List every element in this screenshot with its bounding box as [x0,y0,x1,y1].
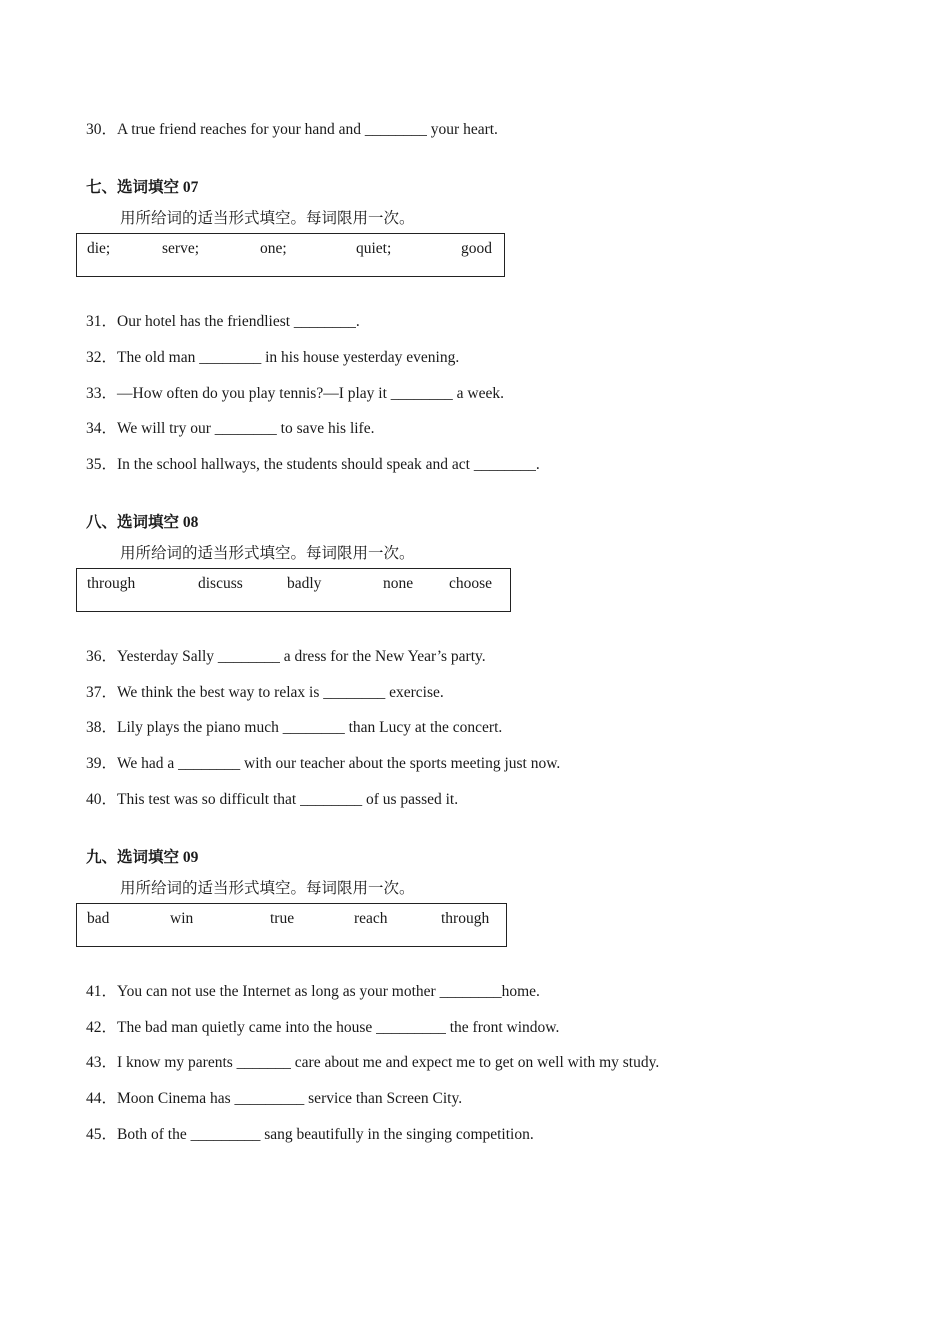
word-box-item: badly [287,575,322,592]
word-box-item: none [383,575,414,592]
word-box-item: reach [354,910,388,927]
question-34: 34．We will try our ________ to save his life. [86,420,375,437]
word-box-item: discuss [198,575,243,592]
section-9-heading: 九、选词填空 09 [86,849,199,866]
question-41: 41．You can not use the Internet as long as your mother ________home. [86,983,540,1000]
question-43: 43．I know my parents _______ care about me and expect me to get on well with my study. [86,1054,660,1071]
section-7-heading: 七、选词填空 07 [86,179,199,196]
question-30: 30．A true friend reaches for your hand and ________ your heart. [86,121,498,138]
section-9-instruction: 用所给词的适当形式填空。每词限用一次。 [120,880,415,897]
word-box-item: through [87,575,136,592]
question-44: 44．Moon Cinema has _________ service than Screen City. [86,1090,463,1107]
question-45: 45．Both of the _________ sang beautifully in the singing competition. [86,1126,534,1143]
word-box-item: die; [87,240,111,257]
word-box-item: true [270,910,295,927]
word-box-item: bad [87,910,110,927]
question-31: 31．Our hotel has the friendliest ________. [86,313,360,330]
question-42: 42．The bad man quietly came into the house _________ the front window. [86,1019,560,1036]
question-39: 39．We had a ________ with our teacher about the sports meeting just now. [86,755,561,772]
question-33: 33．—How often do you play tennis?—I play it ________ a week. [86,385,504,402]
question-35: 35．In the school hallways, the students should speak and act ________. [86,456,540,473]
section-7-instruction: 用所给词的适当形式填空。每词限用一次。 [120,210,415,227]
question-32: 32．The old man ________ in his house yesterday evening. [86,349,460,366]
word-box-item: through [441,910,490,927]
question-36: 36．Yesterday Sally ________ a dress for the New Year’s party. [86,648,486,665]
section-8-instruction: 用所给词的适当形式填空。每词限用一次。 [120,545,415,562]
word-box-item: good [461,240,492,257]
question-40: 40．This test was so difficult that ________ of us passed it. [86,791,459,808]
word-box-item: win [170,910,194,927]
word-box-item: quiet; [356,240,392,257]
section-8-word-box [76,568,511,612]
section-9-word-box [76,903,507,947]
question-37: 37．We think the best way to relax is ________ exercise. [86,684,444,701]
question-38: 38．Lily plays the piano much ________ than Lucy at the concert. [86,719,503,736]
section-7-word-box [76,233,505,277]
word-box-item: choose [449,575,493,592]
section-8-heading: 八、选词填空 08 [86,514,199,531]
word-box-item: serve; [162,240,200,257]
word-box-item: one; [260,240,287,257]
